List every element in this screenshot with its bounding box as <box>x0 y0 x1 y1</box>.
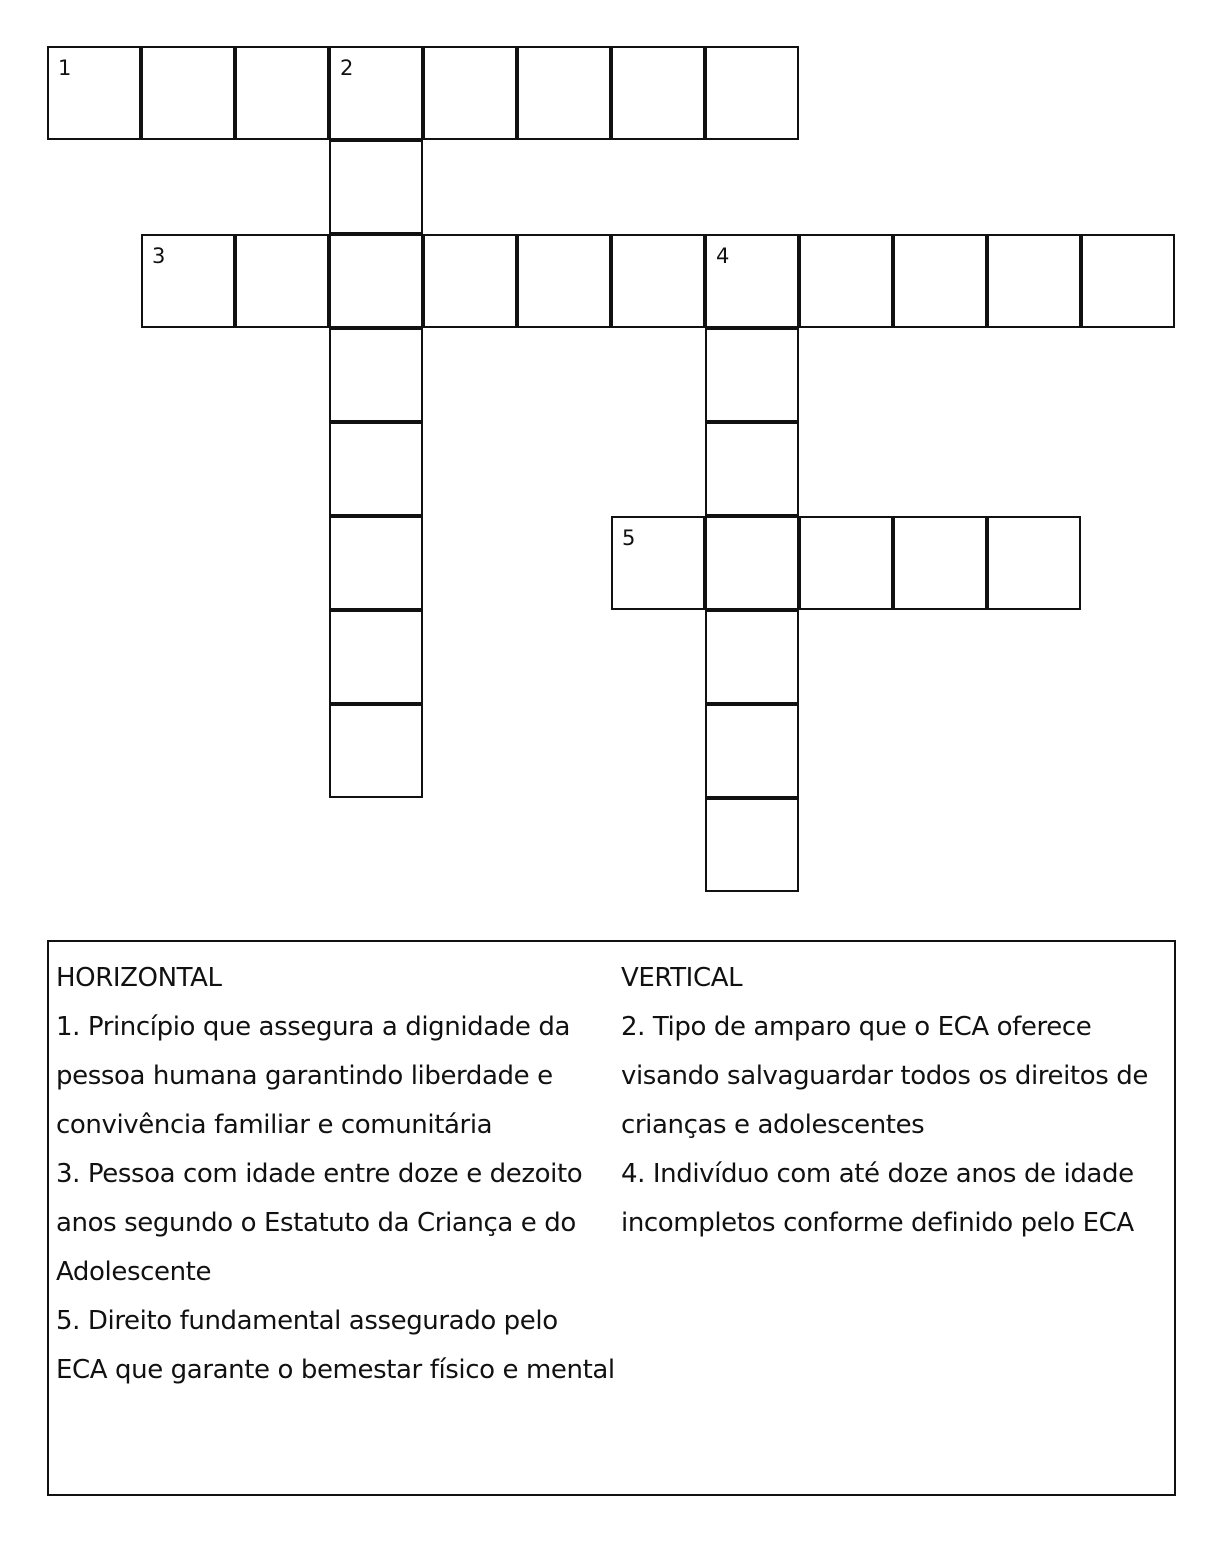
clue-number: 5 <box>622 526 636 550</box>
grid-cell[interactable] <box>893 234 987 328</box>
grid-cell[interactable] <box>893 516 987 610</box>
grid-cell[interactable] <box>705 46 799 140</box>
grid-cell[interactable] <box>517 46 611 140</box>
grid-cell[interactable] <box>799 234 893 328</box>
grid-cell[interactable] <box>329 422 423 516</box>
grid-cell[interactable] <box>423 46 517 140</box>
clue-5-across: 5. Direito fundamental assegurado pelo ECA que garante o bemestar físico e mental <box>56 1306 615 1385</box>
grid-cell[interactable] <box>705 422 799 516</box>
grid-cell[interactable] <box>423 234 517 328</box>
grid-cell[interactable] <box>705 328 799 422</box>
vertical-clues <box>621 954 1171 1248</box>
grid-cell[interactable] <box>329 46 423 140</box>
grid-cell[interactable] <box>705 516 799 610</box>
clue-number: 3 <box>152 244 166 268</box>
grid-cell[interactable] <box>705 704 799 798</box>
clue-4-down: 4. Indivíduo com até doze anos de idade incompletos conforme definido pelo ECA <box>621 1159 1134 1238</box>
grid-cell[interactable] <box>705 610 799 704</box>
grid-cell[interactable] <box>987 516 1081 610</box>
grid-cell[interactable] <box>329 140 423 234</box>
clue-number: 1 <box>58 56 72 80</box>
vertical-heading: VERTICAL <box>621 963 743 993</box>
grid-cell[interactable] <box>141 234 235 328</box>
grid-cell[interactable] <box>705 798 799 892</box>
clues-box <box>47 940 1176 1496</box>
horizontal-clues <box>56 954 616 1395</box>
grid-cell[interactable] <box>329 704 423 798</box>
grid-cell[interactable] <box>611 234 705 328</box>
grid-cell[interactable] <box>705 234 799 328</box>
grid-cell[interactable] <box>329 610 423 704</box>
grid-cell[interactable] <box>141 46 235 140</box>
grid-cell[interactable] <box>235 234 329 328</box>
grid-cell[interactable] <box>611 516 705 610</box>
grid-cell[interactable] <box>235 46 329 140</box>
grid-cell[interactable] <box>47 46 141 140</box>
grid-cell[interactable] <box>987 234 1081 328</box>
grid-cell[interactable] <box>329 328 423 422</box>
horizontal-heading: HORIZONTAL <box>56 963 222 993</box>
grid-cell[interactable] <box>1081 234 1175 328</box>
grid-cell[interactable] <box>329 516 423 610</box>
clue-number: 2 <box>340 56 354 80</box>
grid-cell[interactable] <box>799 516 893 610</box>
clue-3-across: 3. Pessoa com idade entre doze e dezoito anos segundo o Estatuto da Criança e do Adolescente <box>56 1159 583 1287</box>
clue-number: 4 <box>716 244 730 268</box>
grid-cell[interactable] <box>517 234 611 328</box>
grid-cell[interactable] <box>329 234 423 328</box>
clue-2-down: 2. Tipo de amparo que o ECA oferece visando salvaguardar todos os direitos de crianças e adolescentes <box>621 1012 1148 1140</box>
clue-1-across: 1. Princípio que assegura a dignidade da pessoa humana garantindo liberdade e convivência familiar e comunitária <box>56 1012 571 1140</box>
grid-cell[interactable] <box>611 46 705 140</box>
